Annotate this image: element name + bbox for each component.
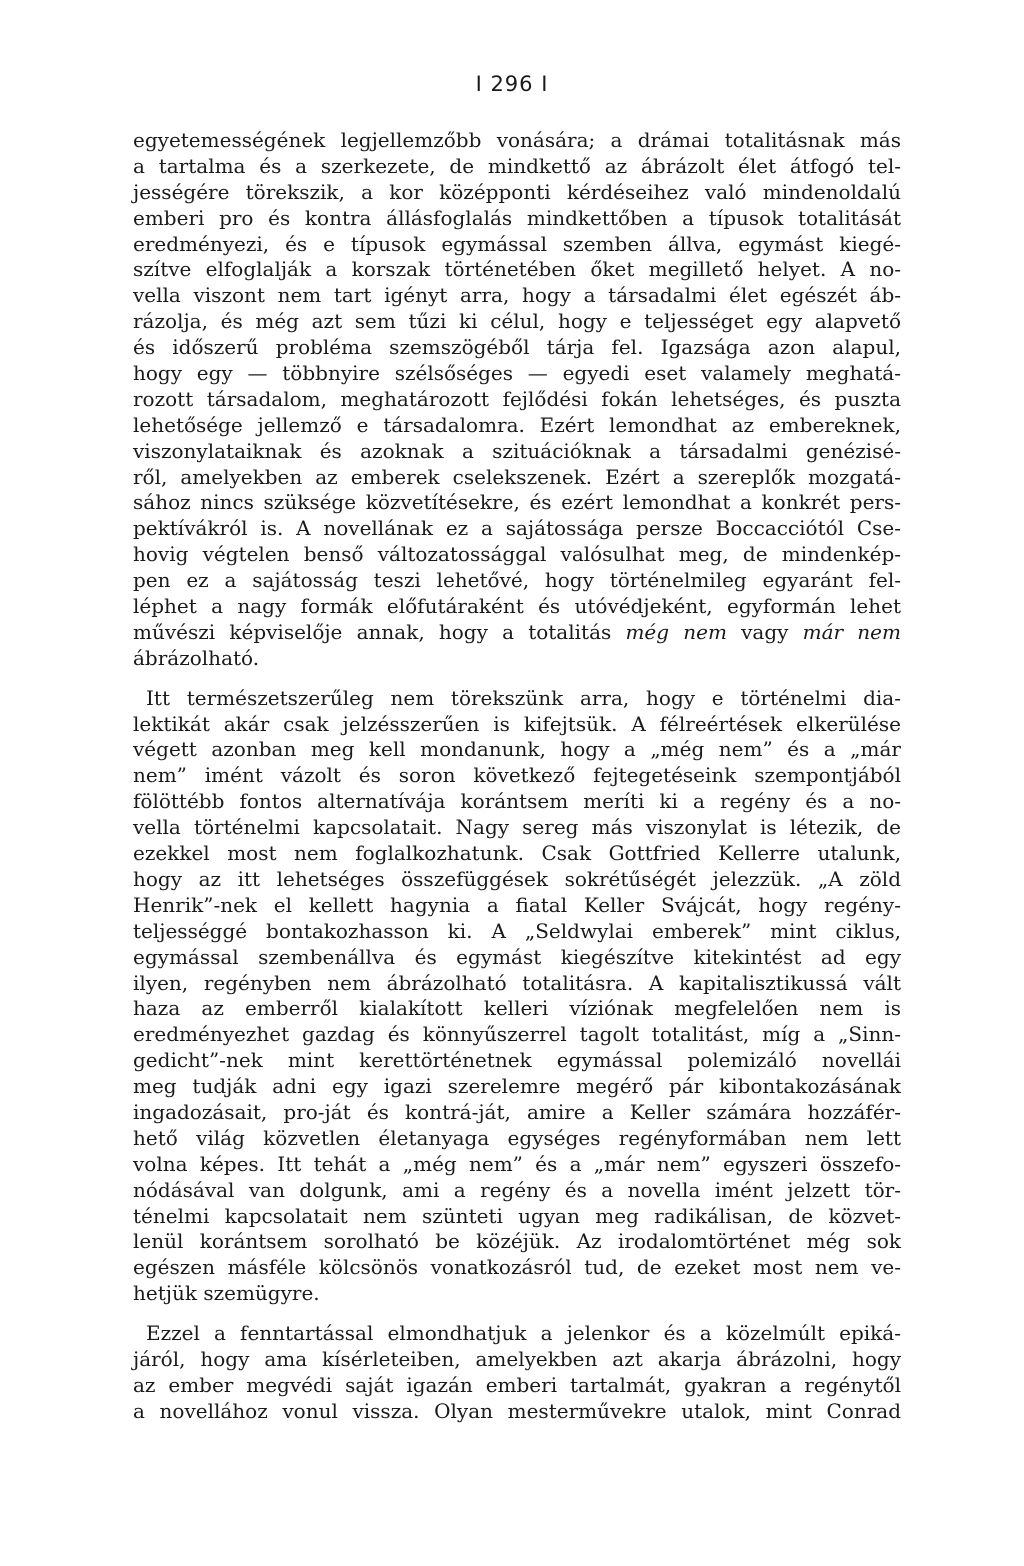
text-line: járól, hogy ama kísérleteiben, amelyekben azt akarja ábrázolni, hogy <box>133 1346 901 1371</box>
text-line: ilyen, regényben nem ábrázolható totalitásra. A kapitalisztikussá vált <box>133 970 901 995</box>
text-line: hetjük szemügyre. <box>133 1281 320 1306</box>
text-line: végett azonban meg kell mondanunk, hogy a „még nem” és a „már <box>133 737 901 762</box>
text-line: lehetősége jellemző e társadalomra. Ezért lemondhat az embereknek, <box>133 412 901 437</box>
text-line-with-italics <box>133 620 901 646</box>
text-line: viszonylataiknak és azoknak a szituációknak a társadalmi genézisé- <box>133 438 901 463</box>
text-line: fölöttébb fontos alternatívája korántsem meríti ki a regény és a no- <box>133 789 901 814</box>
text-line: pektívákról is. A novellának ez a sajátossága persze Boccacciótól Cse- <box>133 516 901 541</box>
text-line: jességére törekszik, a kor középponti kérdéseihez való mindenoldalú <box>133 179 901 204</box>
italic-phrase-mar-nem: már nem <box>802 619 901 644</box>
page-number: I 296 I <box>475 72 549 96</box>
text-line: hogy az itt lehetséges összefüggések sokrétűségét jelezzük. „A zöld <box>133 866 901 891</box>
text-line: hovig végtelen benső változatossággal valósulhat meg, de mindenkép- <box>133 542 901 567</box>
text-line: eredményezhet gazdag és könnyűszerrel tagolt totalitást, míg a „Sinn- <box>133 1022 901 1047</box>
text-line: teljességgé bontakozhasson ki. A „Seldwylai emberek” mint ciklus, <box>133 918 901 943</box>
text-line: volna képes. Itt tehát a „még nem” és a „már nem” egyszeri összefo- <box>133 1151 901 1176</box>
text-line: és időszerű probléma szemszögéből tárja fel. Igazsága azon alapul, <box>133 335 901 360</box>
text-line: ingadozásait, pro-ját és kontrá-ját, amire a Keller számára hozzáfér- <box>133 1099 901 1124</box>
text-line: lenül korántsem sorolható be közéjük. Az irodalomtörténet még sok <box>133 1229 901 1254</box>
text-line: haza az emberről kialakított kelleri víziónak megfelelően nem is <box>133 996 901 1021</box>
text-line: vella történelmi kapcsolatait. Nagy sereg más viszonylat is létezik, de <box>133 815 901 840</box>
text-line: meg tudják adni egy igazi szerelemre megérő pár kibontakozásának <box>133 1074 901 1099</box>
text-line: hogy egy — többnyire szélsőséges — egyedi eset valamely meghatá- <box>133 361 901 386</box>
text-line: vella viszont nem tart igényt arra, hogy a társadalmi élet egészét áb- <box>133 283 901 308</box>
text-line: egészen másféle kölcsönös vonatkozásról tud, de ezeket most nem ve- <box>133 1255 901 1280</box>
text-line: emberi pro és kontra állásfoglalás mindkettőben a típusok totalitását <box>133 205 901 230</box>
text-line: egyetemességének legjellemzőbb vonására; a drámai totalitásnak más <box>133 128 901 152</box>
text-line: egymással szembenállva és egymást kiegészítve kitekintést ad egy <box>133 944 901 969</box>
text-line: pen ez a sajátosság teszi lehetővé, hogy történelmileg egyaránt fel- <box>133 568 901 593</box>
paragraph-gap <box>133 1307 901 1321</box>
text-line: gedicht”-nek mint kerettörténetnek egymással polemizáló novellái <box>133 1048 901 1073</box>
text-line: ténelmi kapcsolatait nem szünteti ugyan meg radikálisan, de közvet- <box>133 1203 901 1228</box>
text-line: Henrik”-nek el kellett hagynia a fiatal Keller Svájcát, hogy regény- <box>133 892 901 917</box>
text-run: vagy <box>726 619 803 644</box>
text-line: a novellához vonul vissza. Olyan mesterművekre utalok, mint Conrad <box>133 1398 901 1423</box>
text-line: Itt természetszerűleg nem törekszünk arra, hogy e történelmi dia- <box>146 685 901 710</box>
text-line: léphet a nagy formák előfutáraként és utóvédjeként, egyformán lehet <box>133 594 901 619</box>
text-line: a tartalma és a szerkezete, de mindkettő az ábrázolt élet átfogó tel- <box>133 153 901 178</box>
paragraph-gap <box>133 672 901 686</box>
text-line: ről, amelyekben az emberek cselekszenek. Ezért a szereplők mozgatá- <box>133 464 901 489</box>
text-line: nem” imént vázolt és soron következő fejtegetéseink szempontjából <box>133 763 901 788</box>
text-run: művészi képviselője annak, hogy a totalitás <box>133 619 626 644</box>
text-line: szítve elfoglalják a korszak történetében őket megillető helyet. A no- <box>133 257 901 282</box>
text-line: az ember megvédi saját igazán emberi tartalmát, gyakran a regénytől <box>133 1372 901 1397</box>
text-line: ábrázolható. <box>133 645 260 670</box>
text-line: ezekkel most nem foglalkozhatunk. Csak Gottfried Kellerre utalunk, <box>133 841 901 866</box>
text-line: sához nincs szüksége közvetítésekre, és ezért lemondhat a konkrét pers- <box>133 490 901 515</box>
text-line: rozott társadalom, meghatározott fejlődési fokán lehetséges, és puszta <box>133 386 901 411</box>
text-line: hető világ közvetlen életanyaga egységes regényformában nem lett <box>133 1125 901 1150</box>
body-text <box>133 128 901 1425</box>
text-line: lektikát akár csak jelzésszerűen is kifejtsük. A félreértések elkerülése <box>133 711 901 736</box>
text-line: eredményezi, és e típusok egymással szemben állva, egymást kiegé- <box>133 231 901 256</box>
text-line: rázolja, és még azt sem tűzi ki célul, hogy e teljességet egy alapvető <box>133 309 901 334</box>
text-line: Ezzel a fenntartással elmondhatjuk a jelenkor és a közelmúlt epiká- <box>146 1321 901 1346</box>
italic-phrase-meg-nem: még nem <box>625 619 727 644</box>
text-line: nódásával van dolgunk, ami a regény és a novella imént jelzett tör- <box>133 1177 901 1202</box>
